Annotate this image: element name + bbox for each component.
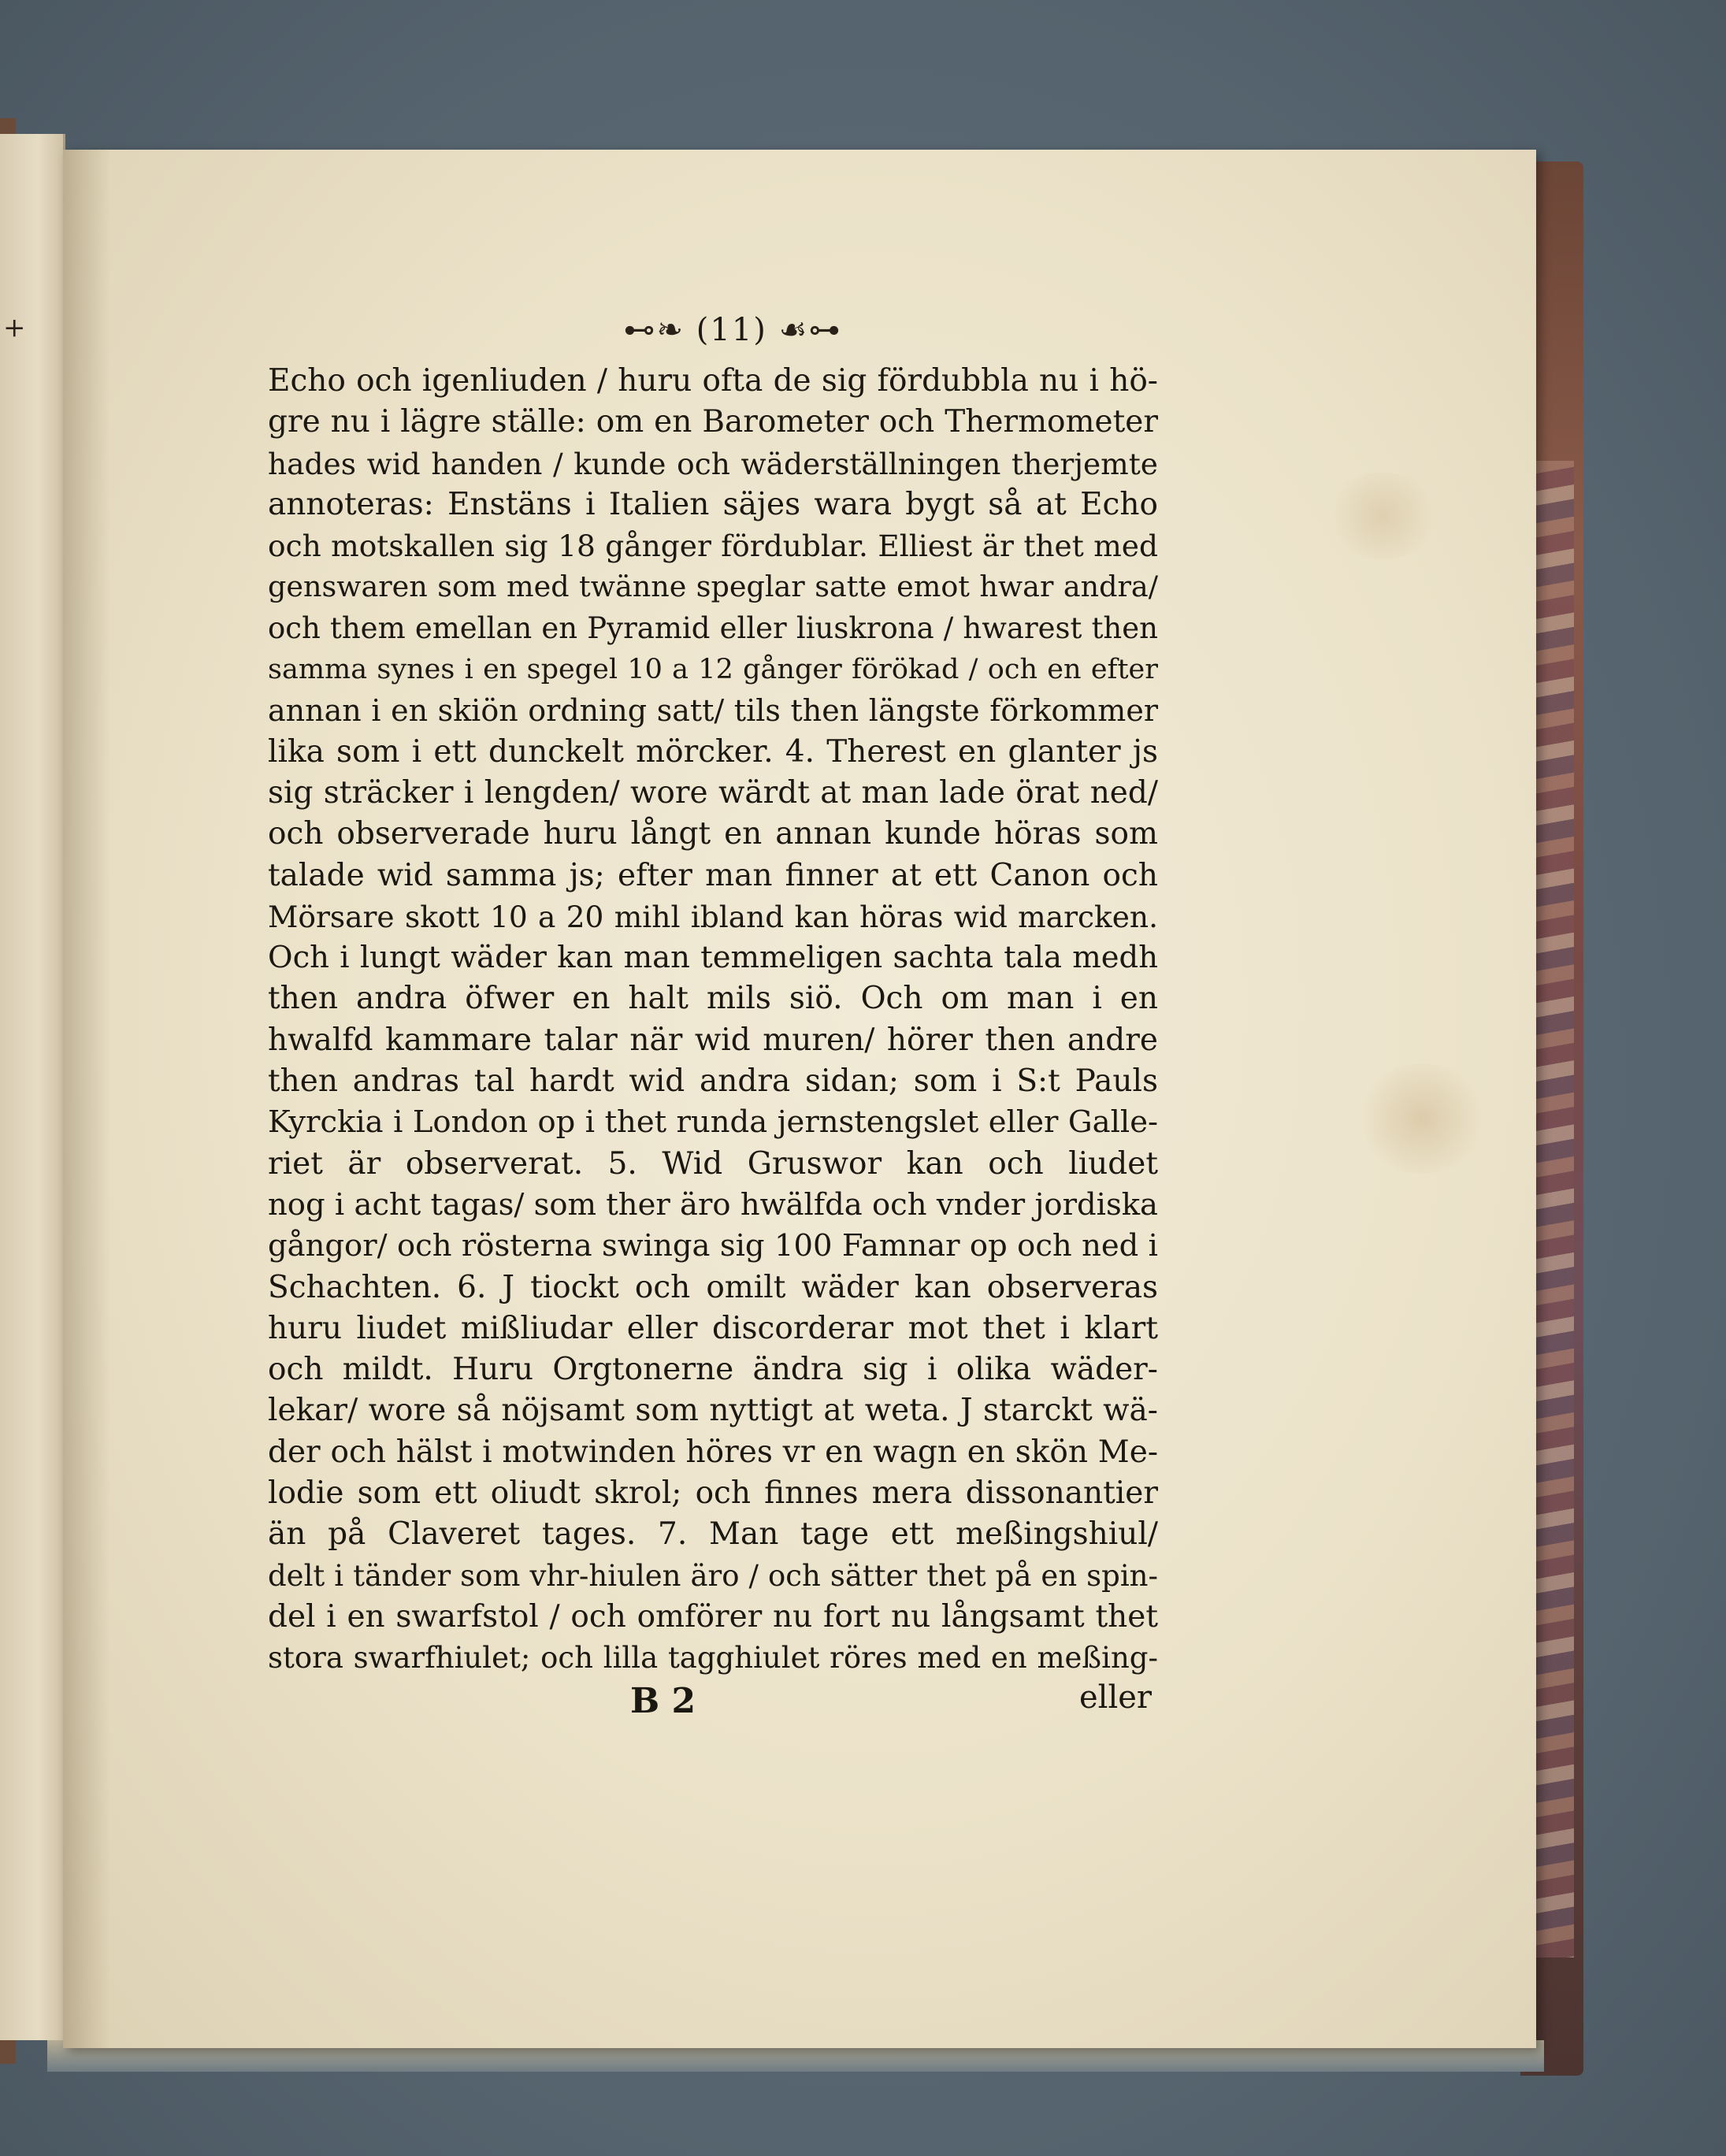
- text-line: riet är observerat. 5. Wid Gruswor kan och liudet: [268, 1145, 1158, 1182]
- ornament-left-icon: ⊷❧: [623, 312, 696, 348]
- text-line: lika som i ett dunckelt mörcker. 4. Therest en glanter js: [268, 733, 1158, 770]
- foxing-stain: [1355, 1063, 1489, 1174]
- text-line: lodie som ett oliudt skrol; och finnes mera dissonantier: [268, 1475, 1158, 1512]
- page-header: [599, 312, 867, 359]
- margin-mark: +: [3, 312, 26, 343]
- text-line: än på Claveret tages. 7. Man tage ett meßingshiul/: [268, 1516, 1158, 1553]
- text-line: genswaren som med twänne speglar satte emot hwar andra/: [268, 570, 1158, 604]
- text-line: Och i lungt wäder kan man temmeligen sachta tala medh: [268, 940, 1158, 976]
- gutter-shadow: [63, 150, 110, 2048]
- text-line: talade wid samma js; efter man finner at ett Canon och: [268, 857, 1158, 893]
- text-line: och them emellan en Pyramid eller liuskrona / hwarest then: [268, 610, 1158, 645]
- page-number: (11): [696, 312, 767, 348]
- text-line: hades wid handen / kunde och wäderställningen therjemte: [268, 446, 1158, 481]
- text-line: gre nu i lägre ställe: om en Barometer och Thermometer: [268, 404, 1158, 440]
- text-line: annoteras: Enstäns i Italien säjes wara bygt så at Echo: [268, 486, 1158, 522]
- left-page-edge: [0, 134, 65, 2040]
- text-line: och mildt. Huru Orgtonerne ändra sig i olika wäder-: [268, 1352, 1158, 1388]
- text-line: gångor/ och rösterna swinga sig 100 Famnar op och ned i: [268, 1228, 1158, 1264]
- text-line: Kyrckia i London op i thet runda jernstengslet eller Galle-: [268, 1104, 1158, 1141]
- text-line: then andra öfwer en halt mils siö. Och om man i en: [268, 981, 1158, 1017]
- catchword: eller: [1079, 1679, 1153, 1716]
- ornament-right-icon: ☙⊶: [766, 312, 842, 348]
- text-line: samma synes i en spegel 10 a 12 gånger förökad / och en efter: [268, 654, 1158, 686]
- text-line: och observerade huru långt en annan kunde höras som: [268, 816, 1158, 852]
- signature-mark: B 2: [630, 1681, 696, 1721]
- text-line: der och hälst i motwinden höres vr en wagn en skön Me-: [268, 1434, 1158, 1470]
- foxing-stain: [1323, 473, 1442, 559]
- text-line: sig sträcker i lengden/ wore wärdt at man lade örat ned/: [268, 774, 1158, 811]
- text-line: Mörsare skott 10 a 20 mihl ibland kan höras wid marcken.: [268, 899, 1158, 934]
- text-line: then andras tal hardt wid andra sidan; som i S:t Pauls: [268, 1063, 1158, 1100]
- text-line: Schachten. 6. J tiockt och omilt wäder kan observeras: [268, 1269, 1158, 1305]
- text-line: och motskallen sig 18 gånger fördublar. Elliest är thet med: [268, 529, 1158, 564]
- text-line: nog i acht tagas/ som ther äro hwälfda och vnder jordiska: [268, 1186, 1158, 1223]
- text-line: delt i tänder som vhr-hiulen äro / och sätter thet på en spin-: [268, 1558, 1158, 1593]
- text-line: del i en swarfstol / och omförer nu fort nu långsamt thet: [268, 1598, 1158, 1635]
- body-text: [268, 361, 1158, 1679]
- text-line: Echo och igenliuden / huru ofta de sig fördubbla nu i hö-: [268, 363, 1158, 399]
- text-line: lekar/ wore så nöjsamt som nyttigt at weta. J starckt wä-: [268, 1393, 1158, 1429]
- text-line: hwalfd kammare talar när wid muren/ hörer then andre: [268, 1022, 1158, 1058]
- text-line: annan i en skiön ordning satt/ tils then längste förkommer: [268, 693, 1158, 729]
- text-line: stora swarfhiulet; och lilla tagghiulet röres med en meßing-: [268, 1641, 1158, 1675]
- text-line: huru liudet mißliudar eller discorderar mot thet i klart: [268, 1310, 1158, 1346]
